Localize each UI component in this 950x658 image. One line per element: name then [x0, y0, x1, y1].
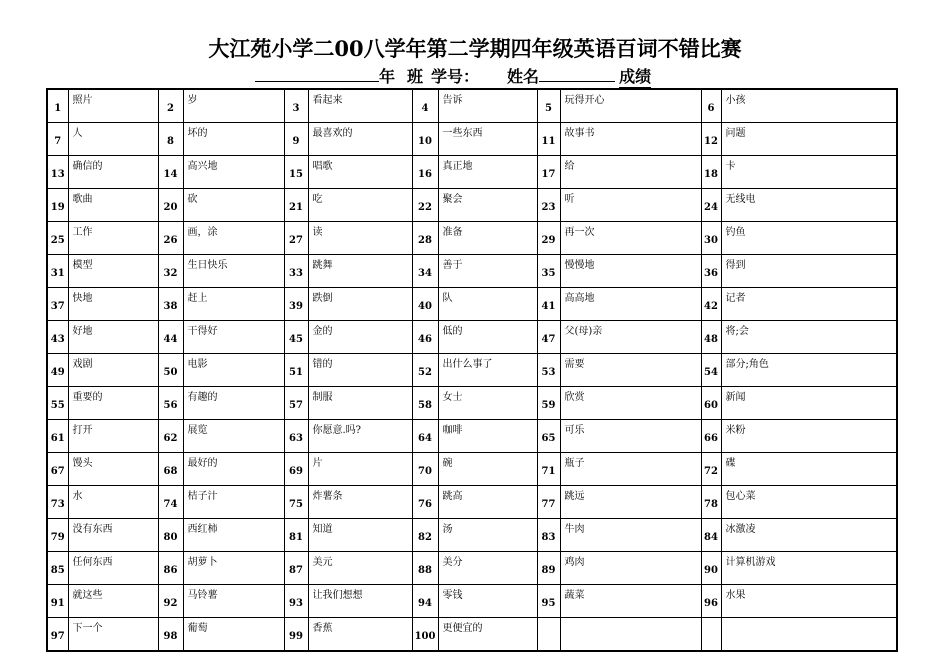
- chinese-word: 吃: [308, 189, 412, 222]
- grade-label: 年: [379, 67, 396, 86]
- chinese-word: 马铃薯: [183, 585, 284, 618]
- item-number: 83: [537, 519, 560, 552]
- item-number: 90: [701, 552, 721, 585]
- item-number: 91: [47, 585, 68, 618]
- chinese-word: 最喜欢的: [308, 123, 412, 156]
- item-number: 94: [412, 585, 438, 618]
- item-number: 9: [284, 123, 308, 156]
- item-number: 63: [284, 420, 308, 453]
- chinese-word: 炸薯条: [308, 486, 412, 519]
- chinese-word: 给: [560, 156, 701, 189]
- chinese-word: 金的: [308, 321, 412, 354]
- chinese-word: 跳远: [560, 486, 701, 519]
- item-number: 50: [158, 354, 183, 387]
- word-table: [46, 88, 898, 652]
- chinese-word: 没有东西: [68, 519, 158, 552]
- table-row: [47, 156, 897, 189]
- chinese-word: 歌曲: [68, 189, 158, 222]
- chinese-word: 打开: [68, 420, 158, 453]
- chinese-word: 真正地: [438, 156, 537, 189]
- chinese-word: 碗: [438, 453, 537, 486]
- chinese-word: 新闻: [721, 387, 897, 420]
- chinese-word: 唱歌: [308, 156, 412, 189]
- chinese-word: 小孩: [721, 89, 897, 123]
- chinese-word: 问题: [721, 123, 897, 156]
- item-number: 65: [537, 420, 560, 453]
- table-row: [47, 420, 897, 453]
- chinese-word: 看起来: [308, 89, 412, 123]
- chinese-word: 干得好: [183, 321, 284, 354]
- item-number: 39: [284, 288, 308, 321]
- item-number: 100: [412, 618, 438, 652]
- chinese-word: 记者: [721, 288, 897, 321]
- item-number: 5: [537, 89, 560, 123]
- chinese-word: 有趣的: [183, 387, 284, 420]
- chinese-word: 准备: [438, 222, 537, 255]
- item-number: 60: [701, 387, 721, 420]
- item-number: 10: [412, 123, 438, 156]
- item-number: 36: [701, 255, 721, 288]
- chinese-word: 钓鱼: [721, 222, 897, 255]
- chinese-word: 制服: [308, 387, 412, 420]
- chinese-word: 砍: [183, 189, 284, 222]
- chinese-word: 蔬菜: [560, 585, 701, 618]
- item-number: 43: [47, 321, 68, 354]
- item-number: 97: [47, 618, 68, 652]
- item-number: 37: [47, 288, 68, 321]
- item-number: 73: [47, 486, 68, 519]
- item-number: 69: [284, 453, 308, 486]
- table-row: [47, 354, 897, 387]
- item-number: 14: [158, 156, 183, 189]
- item-number: 79: [47, 519, 68, 552]
- chinese-word: 下一个: [68, 618, 158, 652]
- chinese-word: 得到: [721, 255, 897, 288]
- chinese-word: 听: [560, 189, 701, 222]
- table-row: [47, 89, 897, 123]
- table-row: [47, 387, 897, 420]
- table-row: [47, 585, 897, 618]
- chinese-word: 故事书: [560, 123, 701, 156]
- item-number: 1: [47, 89, 68, 123]
- item-number: 61: [47, 420, 68, 453]
- table-row: [47, 486, 897, 519]
- chinese-word: 汤: [438, 519, 537, 552]
- item-number: 22: [412, 189, 438, 222]
- chinese-word: 零钱: [438, 585, 537, 618]
- chinese-word: 片: [308, 453, 412, 486]
- chinese-word: 展览: [183, 420, 284, 453]
- table-row: [47, 255, 897, 288]
- item-number: 19: [47, 189, 68, 222]
- chinese-word: 鸡肉: [560, 552, 701, 585]
- chinese-word: 玩得开心: [560, 89, 701, 123]
- item-number: 98: [158, 618, 183, 652]
- item-number: 56: [158, 387, 183, 420]
- chinese-word: 跳高: [438, 486, 537, 519]
- item-number: 33: [284, 255, 308, 288]
- name-blank[interactable]: [539, 67, 615, 82]
- item-number: 41: [537, 288, 560, 321]
- item-number: 70: [412, 453, 438, 486]
- chinese-word: 聚会: [438, 189, 537, 222]
- item-number: 40: [412, 288, 438, 321]
- item-number: 77: [537, 486, 560, 519]
- chinese-word: 任何东西: [68, 552, 158, 585]
- chinese-word: 高兴地: [183, 156, 284, 189]
- item-number: 68: [158, 453, 183, 486]
- item-number: 92: [158, 585, 183, 618]
- item-number: 51: [284, 354, 308, 387]
- item-number: 18: [701, 156, 721, 189]
- chinese-word: 卡: [721, 156, 897, 189]
- student-info-line: [255, 64, 651, 88]
- item-number: 85: [47, 552, 68, 585]
- chinese-word: 美分: [438, 552, 537, 585]
- chinese-word: 人: [68, 123, 158, 156]
- item-number: 46: [412, 321, 438, 354]
- chinese-word: 好地: [68, 321, 158, 354]
- chinese-word: 电影: [183, 354, 284, 387]
- item-number: 7: [47, 123, 68, 156]
- item-number: 80: [158, 519, 183, 552]
- chinese-word: 更便宜的: [438, 618, 537, 652]
- item-number: 49: [47, 354, 68, 387]
- item-number: 6: [701, 89, 721, 123]
- item-number: 55: [47, 387, 68, 420]
- chinese-word: 葡萄: [183, 618, 284, 652]
- chinese-word: 碟: [721, 453, 897, 486]
- item-number: 15: [284, 156, 308, 189]
- grade-blank[interactable]: [255, 67, 379, 82]
- item-number: 45: [284, 321, 308, 354]
- chinese-word: 水果: [721, 585, 897, 618]
- chinese-word: 美元: [308, 552, 412, 585]
- item-number: 82: [412, 519, 438, 552]
- item-number: 76: [412, 486, 438, 519]
- item-number: 78: [701, 486, 721, 519]
- chinese-word: 知道: [308, 519, 412, 552]
- item-number: 16: [412, 156, 438, 189]
- item-number: 95: [537, 585, 560, 618]
- chinese-word: 赶上: [183, 288, 284, 321]
- name-label: 姓名: [507, 67, 540, 86]
- item-number: 84: [701, 519, 721, 552]
- chinese-word: 高高地: [560, 288, 701, 321]
- chinese-word: 一些东西: [438, 123, 537, 156]
- chinese-word: 戏剧: [68, 354, 158, 387]
- item-number: 35: [537, 255, 560, 288]
- class-label: 班: [407, 67, 424, 86]
- item-number: 66: [701, 420, 721, 453]
- item-number: 64: [412, 420, 438, 453]
- item-number: 53: [537, 354, 560, 387]
- chinese-word: 确信的: [68, 156, 158, 189]
- table-row: [47, 618, 897, 652]
- item-number: 3: [284, 89, 308, 123]
- item-number: 54: [701, 354, 721, 387]
- chinese-word: [721, 618, 897, 652]
- chinese-word: 错的: [308, 354, 412, 387]
- chinese-word: 西红柿: [183, 519, 284, 552]
- item-number: 13: [47, 156, 68, 189]
- item-number: 24: [701, 189, 721, 222]
- chinese-word: 跌倒: [308, 288, 412, 321]
- item-number: 67: [47, 453, 68, 486]
- chinese-word: 米粉: [721, 420, 897, 453]
- chinese-word: 快地: [68, 288, 158, 321]
- chinese-word: 低的: [438, 321, 537, 354]
- chinese-word: 队: [438, 288, 537, 321]
- item-number: 62: [158, 420, 183, 453]
- chinese-word: 重要的: [68, 387, 158, 420]
- chinese-word: [560, 618, 701, 652]
- table-row: [47, 123, 897, 156]
- chinese-word: 包心菜: [721, 486, 897, 519]
- item-number: 96: [701, 585, 721, 618]
- item-number: 4: [412, 89, 438, 123]
- chinese-word: 生日快乐: [183, 255, 284, 288]
- chinese-word: 最好的: [183, 453, 284, 486]
- item-number: [701, 618, 721, 652]
- chinese-word: 让我们想想: [308, 585, 412, 618]
- chinese-word: 画，涂: [183, 222, 284, 255]
- item-number: 26: [158, 222, 183, 255]
- item-number: 72: [701, 453, 721, 486]
- item-number: 99: [284, 618, 308, 652]
- chinese-word: 水: [68, 486, 158, 519]
- chinese-word: 计算机游戏: [721, 552, 897, 585]
- chinese-word: 你愿意.吗?: [308, 420, 412, 453]
- item-number: 74: [158, 486, 183, 519]
- chinese-word: 就这些: [68, 585, 158, 618]
- table-row: [47, 453, 897, 486]
- chinese-word: 欣赏: [560, 387, 701, 420]
- table-row: [47, 321, 897, 354]
- item-number: 44: [158, 321, 183, 354]
- item-number: 47: [537, 321, 560, 354]
- chinese-word: 可乐: [560, 420, 701, 453]
- chinese-word: 再一次: [560, 222, 701, 255]
- item-number: 11: [537, 123, 560, 156]
- chinese-word: 胡萝卜: [183, 552, 284, 585]
- chinese-word: 将;会: [721, 321, 897, 354]
- chinese-word: 咖啡: [438, 420, 537, 453]
- item-number: 38: [158, 288, 183, 321]
- item-number: 20: [158, 189, 183, 222]
- item-number: 31: [47, 255, 68, 288]
- chinese-word: 善于: [438, 255, 537, 288]
- chinese-word: 馒头: [68, 453, 158, 486]
- item-number: 87: [284, 552, 308, 585]
- chinese-word: 告诉: [438, 89, 537, 123]
- item-number: 30: [701, 222, 721, 255]
- chinese-word: 工作: [68, 222, 158, 255]
- chinese-word: 坏的: [183, 123, 284, 156]
- student-no-label: 学号：: [431, 67, 480, 86]
- item-number: 48: [701, 321, 721, 354]
- table-row: [47, 552, 897, 585]
- item-number: 71: [537, 453, 560, 486]
- chinese-word: 女士: [438, 387, 537, 420]
- item-number: 17: [537, 156, 560, 189]
- chinese-word: 部分;角色: [721, 354, 897, 387]
- chinese-word: 父(母)亲: [560, 321, 701, 354]
- item-number: 42: [701, 288, 721, 321]
- item-number: 29: [537, 222, 560, 255]
- table-row: [47, 222, 897, 255]
- item-number: 58: [412, 387, 438, 420]
- item-number: 25: [47, 222, 68, 255]
- item-number: 27: [284, 222, 308, 255]
- item-number: 59: [537, 387, 560, 420]
- item-number: 57: [284, 387, 308, 420]
- item-number: 93: [284, 585, 308, 618]
- chinese-word: 岁: [183, 89, 284, 123]
- chinese-word: 需要: [560, 354, 701, 387]
- item-number: 89: [537, 552, 560, 585]
- chinese-word: 香蕉: [308, 618, 412, 652]
- item-number: 2: [158, 89, 183, 123]
- item-number: [537, 618, 560, 652]
- item-number: 23: [537, 189, 560, 222]
- chinese-word: 牛肉: [560, 519, 701, 552]
- chinese-word: 读: [308, 222, 412, 255]
- item-number: 21: [284, 189, 308, 222]
- table-row: [47, 189, 897, 222]
- chinese-word: 出什么事了: [438, 354, 537, 387]
- chinese-word: 慢慢地: [560, 255, 701, 288]
- table-row: [47, 519, 897, 552]
- score-label: 成绩: [619, 64, 651, 88]
- item-number: 86: [158, 552, 183, 585]
- chinese-word: 瓶子: [560, 453, 701, 486]
- chinese-word: 无线电: [721, 189, 897, 222]
- item-number: 81: [284, 519, 308, 552]
- chinese-word: 模型: [68, 255, 158, 288]
- item-number: 34: [412, 255, 438, 288]
- item-number: 8: [158, 123, 183, 156]
- chinese-word: 冰激凌: [721, 519, 897, 552]
- chinese-word: 跳舞: [308, 255, 412, 288]
- item-number: 32: [158, 255, 183, 288]
- chinese-word: 桔子汁: [183, 486, 284, 519]
- table-row: [47, 288, 897, 321]
- item-number: 75: [284, 486, 308, 519]
- item-number: 28: [412, 222, 438, 255]
- chinese-word: 照片: [68, 89, 158, 123]
- item-number: 12: [701, 123, 721, 156]
- item-number: 52: [412, 354, 438, 387]
- item-number: 88: [412, 552, 438, 585]
- page-title: 大江苑小学二00八学年第二学期四年级英语百词不错比赛: [208, 36, 742, 61]
